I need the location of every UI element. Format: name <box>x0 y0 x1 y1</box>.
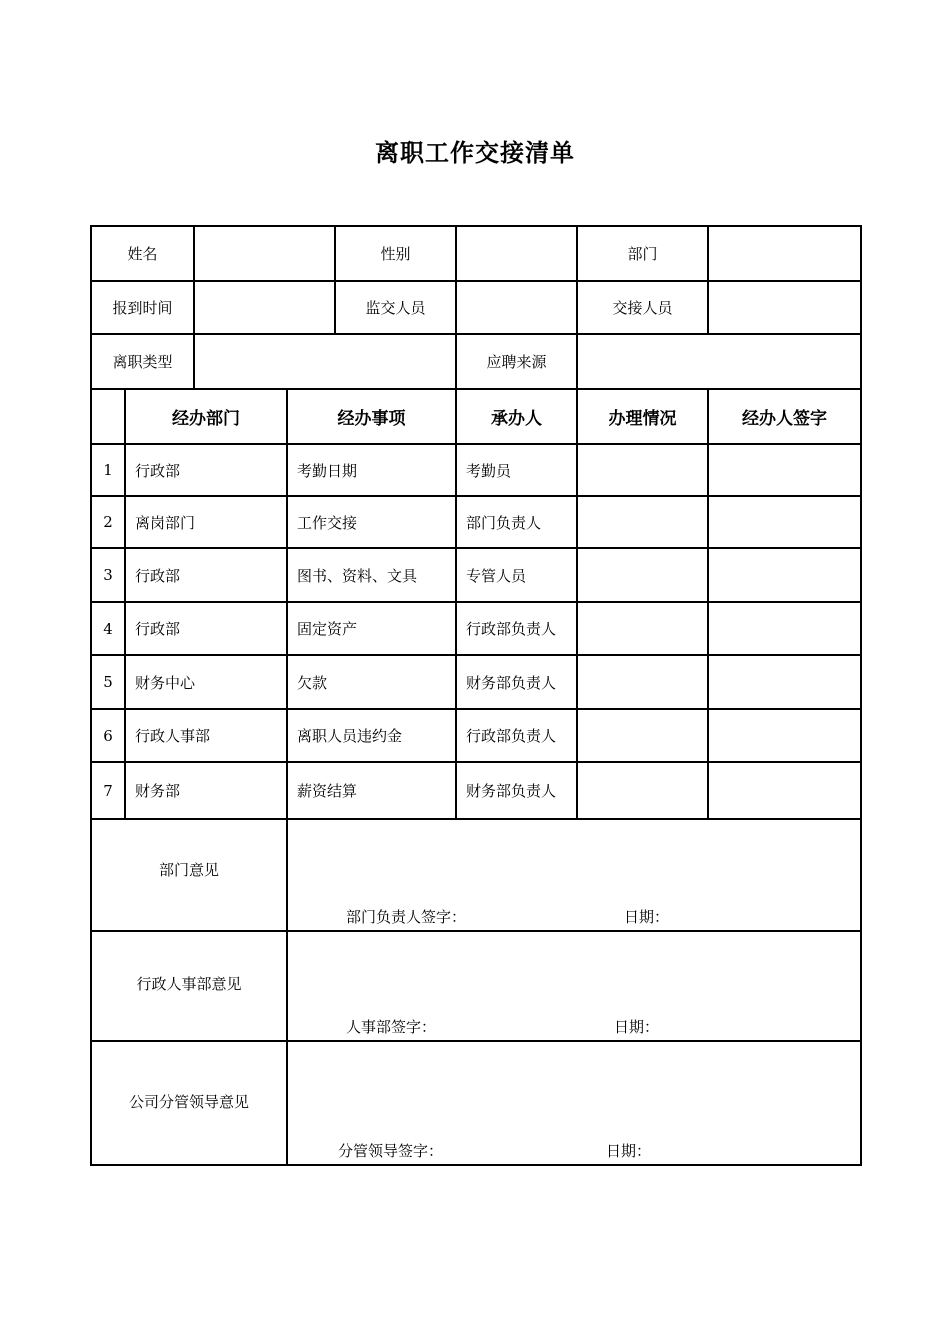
header-signature: 经办人签字 <box>708 389 861 444</box>
row-handler: 行政部负责人 <box>456 709 577 762</box>
gender-field[interactable] <box>456 226 577 281</box>
name-field[interactable] <box>194 226 335 281</box>
header-status: 办理情况 <box>577 389 708 444</box>
row-signature-field[interactable] <box>708 602 861 655</box>
row-status-field[interactable] <box>577 602 708 655</box>
row-dept: 离岗部门 <box>125 496 287 548</box>
source-label: 应聘来源 <box>456 334 577 389</box>
row-signature-field[interactable] <box>708 762 861 819</box>
row-number: 3 <box>91 548 125 602</box>
info-row-2 <box>91 281 861 334</box>
gender-label: 性别 <box>335 226 456 281</box>
row-signature-field[interactable] <box>708 655 861 709</box>
row-item: 图书、资料、文具 <box>287 548 456 602</box>
row-item: 薪资结算 <box>287 762 456 819</box>
handover-person-label: 交接人员 <box>577 281 708 334</box>
hr-opinion-field[interactable] <box>287 931 861 1041</box>
dept-opinion-label <box>91 819 287 931</box>
row-item: 欠款 <box>287 655 456 709</box>
row-signature-field[interactable] <box>708 496 861 548</box>
resign-type-field[interactable] <box>194 334 456 389</box>
row-handler: 专管人员 <box>456 548 577 602</box>
row-status-field[interactable] <box>577 444 708 496</box>
row-handler: 财务部负责人 <box>456 762 577 819</box>
dept-head-signature-label: 部门负责人签字： <box>346 908 467 926</box>
row-item: 工作交接 <box>287 496 456 548</box>
row-number: 5 <box>91 655 125 709</box>
page-title: 离职工作交接清单 <box>375 138 575 167</box>
table-row <box>91 709 861 762</box>
opinion-row-dept <box>91 819 861 931</box>
row-status-field[interactable] <box>577 496 708 548</box>
row-dept: 财务部 <box>125 762 287 819</box>
leader-opinion-label-text: 公司分管领导意见 <box>129 1092 250 1111</box>
row-dept: 行政人事部 <box>125 709 287 762</box>
row-number: 2 <box>91 496 125 548</box>
row-signature-field[interactable] <box>708 709 861 762</box>
name-label: 姓名 <box>91 226 194 281</box>
leader-opinion-label <box>91 1041 287 1165</box>
row-number: 6 <box>91 709 125 762</box>
opinion-row-leader <box>91 1041 861 1165</box>
table-row <box>91 444 861 496</box>
items-header-row <box>91 389 861 444</box>
opinion-row-hr <box>91 931 861 1041</box>
row-status-field[interactable] <box>577 655 708 709</box>
dept-field[interactable] <box>708 226 861 281</box>
row-status-field[interactable] <box>577 762 708 819</box>
hr-opinion-label-text: 行政人事部意见 <box>136 974 242 993</box>
table-row <box>91 496 861 548</box>
row-number: 1 <box>91 444 125 496</box>
table-row <box>91 602 861 655</box>
row-dept: 行政部 <box>125 444 287 496</box>
dept-opinion-label-text: 部门意见 <box>159 860 220 879</box>
row-handler: 财务部负责人 <box>456 655 577 709</box>
dept-opinion-field[interactable] <box>287 819 861 931</box>
header-no <box>91 389 125 444</box>
report-time-label: 报到时间 <box>91 281 194 334</box>
supervisor-field[interactable] <box>456 281 577 334</box>
row-handler: 考勤员 <box>456 444 577 496</box>
header-dept: 经办部门 <box>125 389 287 444</box>
header-item: 经办事项 <box>287 389 456 444</box>
leader-opinion-date-label: 日期： <box>606 1142 652 1160</box>
row-dept: 行政部 <box>125 602 287 655</box>
row-item: 考勤日期 <box>287 444 456 496</box>
row-status-field[interactable] <box>577 709 708 762</box>
row-number: 7 <box>91 762 125 819</box>
row-signature-field[interactable] <box>708 548 861 602</box>
hr-opinion-date-label: 日期： <box>614 1018 660 1036</box>
handover-form-table <box>90 225 862 1166</box>
report-time-field[interactable] <box>194 281 335 334</box>
table-row <box>91 762 861 819</box>
table-row <box>91 655 861 709</box>
row-signature-field[interactable] <box>708 444 861 496</box>
row-handler: 部门负责人 <box>456 496 577 548</box>
row-item: 离职人员违约金 <box>287 709 456 762</box>
header-handler: 承办人 <box>456 389 577 444</box>
source-field[interactable] <box>577 334 861 389</box>
supervisor-label: 监交人员 <box>335 281 456 334</box>
info-row-3 <box>91 334 861 389</box>
dept-opinion-date-label: 日期： <box>624 908 670 926</box>
leader-opinion-field[interactable] <box>287 1041 861 1165</box>
row-handler: 行政部负责人 <box>456 602 577 655</box>
row-item: 固定资产 <box>287 602 456 655</box>
info-row-1 <box>91 226 861 281</box>
handover-person-field[interactable] <box>708 281 861 334</box>
hr-opinion-label <box>91 931 287 1041</box>
leader-signature-label: 分管领导签字： <box>338 1142 444 1160</box>
hr-signature-label: 人事部签字： <box>346 1018 437 1036</box>
resign-type-label: 离职类型 <box>91 334 194 389</box>
dept-label: 部门 <box>577 226 708 281</box>
row-number: 4 <box>91 602 125 655</box>
table-row <box>91 548 861 602</box>
row-status-field[interactable] <box>577 548 708 602</box>
row-dept: 行政部 <box>125 548 287 602</box>
row-dept: 财务中心 <box>125 655 287 709</box>
